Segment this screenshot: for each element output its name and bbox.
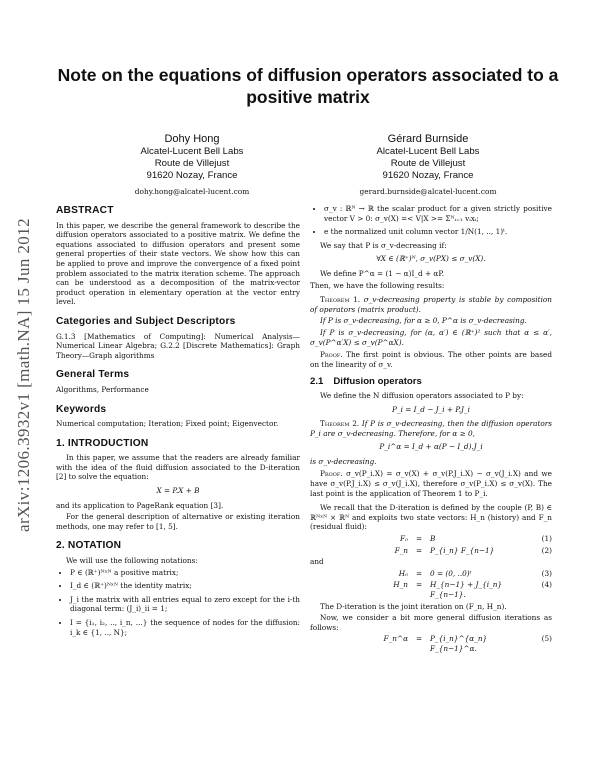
notation-list [56, 568, 300, 638]
list-item: • σ_v : ℝᴺ → ℝ the scalar product for a given strictly positive vector V > 0: σ_v(X) =< V|X >= Σᴺᵢ₌₁ vᵢxᵢ; [324, 204, 552, 223]
general-terms-text: Algorithms, Performance [56, 384, 149, 394]
intro-paragraph-2: and its application to PageRank equation [3]. [56, 500, 224, 510]
theorem-text: σ_v-decreasing property is stable by composition of operators (matrix product). [310, 295, 553, 314]
equation-op: = [415, 568, 423, 578]
author-name: Dohy Hong [164, 133, 220, 145]
author-block-2 [308, 133, 548, 198]
intro-equation: X = P.X + B [156, 486, 200, 496]
equation-number: (2) [541, 545, 552, 555]
author-block-1 [72, 133, 312, 198]
arxiv-sidebar-stamp [4, 160, 44, 590]
equation-lhs: H₀ [398, 568, 408, 578]
left-column [56, 202, 300, 641]
numbered-equation [310, 580, 552, 599]
right-column [310, 202, 552, 656]
subsection-heading [310, 377, 552, 387]
equation-op: = [415, 634, 423, 644]
author-city: 91620 Nozay, France [382, 170, 474, 181]
keywords-heading: Keywords [56, 403, 107, 415]
equation-rhs: B [430, 534, 436, 544]
author-name: Gérard Burnside [387, 133, 469, 145]
joint-iteration-text: The D-iteration is the joint iteration on (F_n, H_n). [320, 601, 507, 611]
equation-rhs: P_{i_n} F_{n−1} [430, 545, 495, 555]
categories-heading: Categories and Subject Descriptors [56, 315, 236, 327]
introduction-heading: 1. INTRODUCTION [56, 437, 149, 449]
author-org: Alcatel-Lucent Bell Labs [376, 146, 480, 157]
equation-lhs: F_n [394, 545, 408, 555]
equation-rhs: 0 = (0, ..0)ᵗ [430, 568, 472, 578]
notation-intro: We will use the following notations: [66, 556, 198, 566]
proof-1 [310, 350, 552, 369]
d-iteration-paragraph: We recall that the D-iteration is defined by the couple (P, B) ∈ ℝᴺˣᴺ × ℝᴺ and exploits two state vectors: H_n (history) and F_n (residual fluid): [310, 503, 552, 532]
list-item: • I_d ∈ (ℝ⁺)ᴺˣᴺ the identity matrix; [70, 581, 300, 591]
proof-2 [310, 469, 552, 498]
numbered-equation [310, 546, 552, 556]
paper-title: Note on the equations of diffusion operators associated to a positive matrix [57, 65, 559, 107]
decreasing-definition: We say that P is σ_v-decreasing if: [320, 240, 447, 250]
subsection-number: 2.1 [310, 376, 324, 388]
proof-label: Proof. [320, 469, 343, 479]
equation-op: = [415, 580, 423, 590]
theorem-text: If P is σ_v-decreasing, then the diffusion operators P_i are σ_v-decreasing. Therefore, for α ≥ 0, [310, 419, 553, 438]
numbered-equation [310, 634, 552, 653]
equation-number: (5) [541, 634, 552, 644]
proof-text: σ_v(P_i.X) = σ_v(X) + σ_v(P.J_i.X) − σ_v(J_i.X) and we have σ_v(P.J_i.X) ≤ σ_v(J_i.X), therefore σ_v(P_i.X) ≤ σ_v(X). The last point is the application of Theorem 1 to P_i. [310, 469, 552, 498]
equation-lhs: F_n^α [383, 634, 408, 644]
p-alpha-definition: We define P^α = (1 − α)I_d + αP. [320, 268, 445, 278]
author-street: Route de Villejust [390, 158, 466, 169]
equation-group-2 [310, 569, 552, 600]
equation-group-1 [310, 534, 552, 555]
theorem-line: If P is σ_v-decreasing, for α ≥ 0, P^α is σ_v-decreasing. [320, 316, 527, 326]
equation-number: (3) [541, 568, 552, 578]
equation-number: (4) [541, 580, 552, 590]
abstract-text: In this paper, we describe the general framework to describe the diffusion operators associated to a positive matrix. We define the equations associated to diffusion operators and present some general properties of their state vectors. We show how this can be applied to prove and improve the convergence of a fixed point problem associated to the matrix iteration scheme. The approach can be understood as a decomposition of the matrix-vector product operation in elementary operation at the vector entry level. [56, 220, 300, 307]
proof-label: Proof. [320, 350, 343, 360]
author-city: 91620 Nozay, France [146, 170, 238, 181]
author-org: Alcatel-Lucent Bell Labs [140, 146, 244, 157]
equation-op: = [415, 545, 423, 555]
proof-text: The first point is obvious. The other points are based on the linearity of σ_v. [310, 350, 552, 369]
theorem-1 [310, 295, 552, 347]
author-email[interactable]: dohy.hong@alcatel-lucent.com [134, 187, 250, 196]
theorem-2 [310, 419, 552, 466]
decreasing-equation: ∀X ∈ (ℝ⁺)ᴺ, σ_v(PX) ≤ σ_v(X). [376, 254, 486, 264]
results-line: Then, we have the following results: [310, 280, 445, 290]
subsection-title: Diffusion operators [333, 376, 422, 388]
theorem-label: Theorem 2. [320, 419, 360, 429]
list-item: • P ∈ (ℝ⁺)ᴺˣᴺ a positive matrix; [70, 568, 300, 578]
numbered-equation [310, 569, 552, 579]
intro-paragraph-3: For the general description of alternative or existing iteration methods, one may refer to [1, 5]. [56, 512, 300, 531]
and-word: and [310, 557, 324, 567]
equation-lhs: F₀ [400, 534, 408, 544]
author-email[interactable]: gerard.burnside@alcatel-lucent.com [359, 187, 497, 196]
equation-op: = [415, 534, 423, 544]
equation-rhs: P_{i_n}^{α_n} F_{n−1}^α. [430, 634, 488, 653]
diffusion-operators-intro: We define the N diffusion operators associated to P by: [320, 390, 524, 400]
theorem-equation: P_i^α = I_d + α(P − I_d).J_i [379, 442, 483, 452]
categories-text: G.1.3 [Mathematics of Computing]: Numerical Analysis—Numerical Linear Algebra; G.2.2 [Discrete Mathematics]: Graph Theory—Graph algorithms [56, 331, 300, 360]
theorem-tail: is σ_v-decreasing. [310, 456, 377, 466]
list-item: • e the normalized unit column vector 1/N(1, .., 1)ᵗ. [324, 227, 552, 237]
author-street: Route de Villejust [154, 158, 230, 169]
arxiv-id: arXiv:1206.3932v1 [math.NA] 15 Jun 2012 [14, 217, 33, 533]
equation-number: (1) [541, 534, 552, 544]
numbered-equation [310, 534, 552, 544]
equation-lhs: H_n [393, 580, 408, 590]
theorem-label: Theorem 1. [320, 295, 361, 305]
general-terms-heading: General Terms [56, 369, 130, 381]
intro-paragraph-1: In this paper, we assume that the readers are already familiar with the idea of the fluid diffusion associated to the D-iteration [2] to solve the equation: [56, 453, 300, 482]
diffusion-operator-equation: P_i = I_d − J_i + P.J_i [392, 404, 470, 414]
notation-list-continued [310, 204, 552, 237]
general-diffusion-text: Now, we consider a bit more general diffusion iterations as follows: [310, 613, 552, 632]
abstract-heading: ABSTRACT [56, 205, 114, 216]
list-item: • I = {i₁, i₂, .., i_n, ...} the sequence of nodes for the diffusion: i_k ∈ {1, .., N}; [70, 618, 300, 637]
list-item: • J_i the matrix with all entries equal to zero except for the i-th diagonal term: (J_i)_ii = 1; [70, 595, 300, 614]
notation-heading: 2. NOTATION [56, 540, 122, 552]
theorem-line: If P is σ_v-decreasing, for (α, α′) ∈ (ℝ⁺)² such that α ≤ α′, σ_v(P^α′X) ≤ σ_v(P^αX). [310, 327, 552, 347]
keywords-text: Numerical computation; Iteration; Fixed point; Eigenvector. [56, 419, 279, 429]
equation-rhs: H_{n−1} + J_{i_n} F_{n−1}. [430, 580, 503, 599]
